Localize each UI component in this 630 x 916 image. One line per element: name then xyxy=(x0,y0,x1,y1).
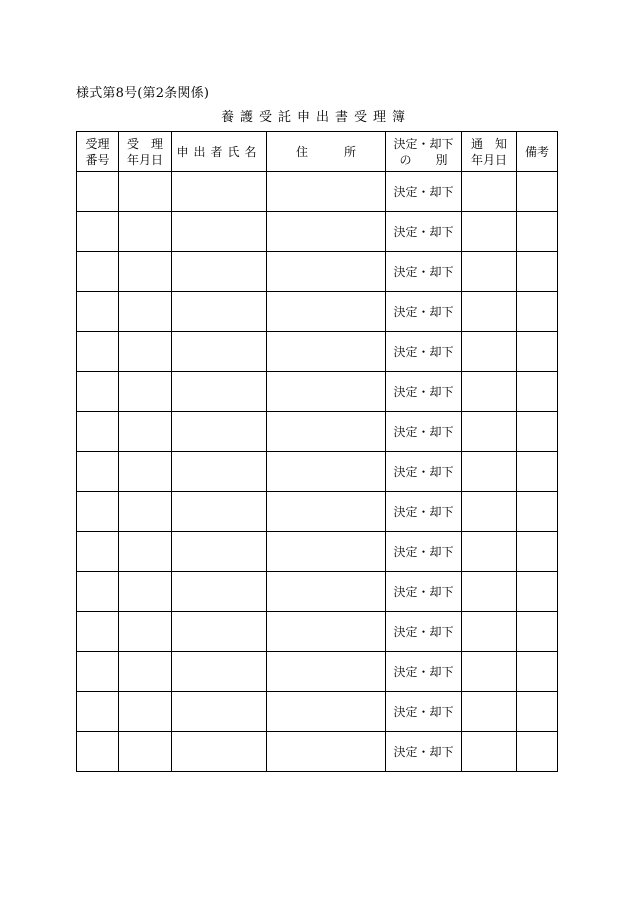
cell-decision xyxy=(386,412,462,452)
cell-remarks xyxy=(517,292,558,332)
decision-choice: 決定・却下 xyxy=(393,385,454,399)
cell-notice-date xyxy=(462,172,517,212)
cell-notice-date xyxy=(462,372,517,412)
cell-remarks xyxy=(517,412,558,452)
decision-choice: 決定・却下 xyxy=(393,625,454,639)
cell-receipt-no xyxy=(77,532,119,572)
cell-remarks xyxy=(517,212,558,252)
cell-receipt-date xyxy=(119,732,172,772)
decision-choice: 決定・却下 xyxy=(393,705,454,719)
header-notice-date-line2: 年月日 xyxy=(470,152,507,167)
cell-notice-date xyxy=(462,732,517,772)
register-body xyxy=(77,172,558,772)
cell-decision xyxy=(386,332,462,372)
cell-remarks xyxy=(517,452,558,492)
cell-receipt-no xyxy=(77,212,119,252)
decision-choice: 決定・却下 xyxy=(393,185,454,199)
cell-notice-date xyxy=(462,492,517,532)
table-row xyxy=(77,492,558,532)
table-row xyxy=(77,412,558,452)
cell-applicant-name xyxy=(172,452,267,492)
table-row xyxy=(77,212,558,252)
cell-receipt-no xyxy=(77,732,119,772)
decision-choice: 決定・却下 xyxy=(393,545,454,559)
cell-remarks xyxy=(517,372,558,412)
decision-choice: 決定・却下 xyxy=(393,425,454,439)
cell-receipt-date xyxy=(119,492,172,532)
cell-applicant-name xyxy=(172,372,267,412)
cell-decision xyxy=(386,372,462,412)
cell-receipt-no xyxy=(77,292,119,332)
cell-remarks xyxy=(517,612,558,652)
header-decision-line1: 決定・却下 xyxy=(393,136,454,151)
cell-receipt-date xyxy=(119,572,172,612)
cell-remarks xyxy=(517,692,558,732)
cell-address xyxy=(267,412,386,452)
cell-decision xyxy=(386,452,462,492)
decision-choice: 決定・却下 xyxy=(393,265,454,279)
table-row xyxy=(77,652,558,692)
cell-decision xyxy=(386,732,462,772)
cell-applicant-name xyxy=(172,412,267,452)
decision-choice: 決定・却下 xyxy=(393,665,454,679)
table-row xyxy=(77,532,558,572)
cell-applicant-name xyxy=(172,172,267,212)
header-address xyxy=(267,132,386,172)
decision-choice: 決定・却下 xyxy=(393,465,454,479)
cell-decision xyxy=(386,532,462,572)
table-row xyxy=(77,292,558,332)
cell-address xyxy=(267,692,386,732)
table-row xyxy=(77,172,558,212)
cell-decision xyxy=(386,692,462,732)
cell-applicant-name xyxy=(172,252,267,292)
cell-address xyxy=(267,252,386,292)
cell-notice-date xyxy=(462,212,517,252)
table-row xyxy=(77,252,558,292)
cell-applicant-name xyxy=(172,532,267,572)
header-remarks xyxy=(517,132,558,172)
register-table xyxy=(76,131,558,772)
cell-applicant-name xyxy=(172,292,267,332)
cell-receipt-no xyxy=(77,252,119,292)
cell-notice-date xyxy=(462,692,517,732)
cell-address xyxy=(267,452,386,492)
cell-remarks xyxy=(517,492,558,532)
cell-address xyxy=(267,652,386,692)
cell-address xyxy=(267,212,386,252)
cell-remarks xyxy=(517,252,558,292)
header-row xyxy=(77,132,558,172)
cell-address xyxy=(267,172,386,212)
header-remarks-label: 備考 xyxy=(524,144,549,159)
decision-choice: 決定・却下 xyxy=(393,585,454,599)
cell-address xyxy=(267,492,386,532)
cell-notice-date xyxy=(462,652,517,692)
cell-address xyxy=(267,372,386,412)
cell-address xyxy=(267,532,386,572)
decision-choice: 決定・却下 xyxy=(393,305,454,319)
cell-receipt-no xyxy=(77,492,119,532)
cell-receipt-date xyxy=(119,372,172,412)
document-title: 養護受託申出書受理簿 xyxy=(220,110,411,125)
cell-notice-date xyxy=(462,452,517,492)
header-applicant-name-label: 申出者氏名 xyxy=(176,144,262,159)
cell-applicant-name xyxy=(172,212,267,252)
cell-remarks xyxy=(517,652,558,692)
cell-decision xyxy=(386,292,462,332)
cell-address xyxy=(267,612,386,652)
header-receipt-no xyxy=(77,132,119,172)
cell-receipt-no xyxy=(77,172,119,212)
cell-applicant-name xyxy=(172,572,267,612)
cell-notice-date xyxy=(462,532,517,572)
cell-receipt-date xyxy=(119,292,172,332)
cell-receipt-date xyxy=(119,652,172,692)
decision-choice: 決定・却下 xyxy=(393,225,454,239)
cell-receipt-no xyxy=(77,332,119,372)
cell-receipt-no xyxy=(77,372,119,412)
cell-receipt-no xyxy=(77,452,119,492)
cell-remarks xyxy=(517,332,558,372)
decision-choice: 決定・却下 xyxy=(393,345,454,359)
decision-choice: 決定・却下 xyxy=(393,745,454,759)
table-row xyxy=(77,692,558,732)
table-row xyxy=(77,332,558,372)
cell-applicant-name xyxy=(172,732,267,772)
cell-receipt-date xyxy=(119,332,172,372)
cell-receipt-no xyxy=(77,572,119,612)
cell-address xyxy=(267,732,386,772)
cell-receipt-date xyxy=(119,412,172,452)
cell-receipt-date xyxy=(119,612,172,652)
table-row xyxy=(77,732,558,772)
cell-remarks xyxy=(517,572,558,612)
cell-receipt-date xyxy=(119,532,172,572)
table-row xyxy=(77,572,558,612)
cell-receipt-no xyxy=(77,612,119,652)
cell-receipt-no xyxy=(77,412,119,452)
cell-receipt-date xyxy=(119,212,172,252)
cell-decision xyxy=(386,212,462,252)
cell-notice-date xyxy=(462,292,517,332)
cell-remarks xyxy=(517,532,558,572)
cell-decision xyxy=(386,492,462,532)
decision-choice: 決定・却下 xyxy=(393,505,454,519)
cell-receipt-date xyxy=(119,452,172,492)
cell-applicant-name xyxy=(172,492,267,532)
cell-receipt-no xyxy=(77,692,119,732)
header-receipt-date-line2: 年月日 xyxy=(126,152,163,167)
cell-address xyxy=(267,572,386,612)
cell-notice-date xyxy=(462,412,517,452)
cell-receipt-no xyxy=(77,652,119,692)
header-notice-date xyxy=(462,132,517,172)
cell-decision xyxy=(386,172,462,212)
header-receipt-no-line1: 受理 xyxy=(85,136,110,151)
cell-address xyxy=(267,292,386,332)
cell-decision xyxy=(386,652,462,692)
header-receipt-date-line1: 受 理 xyxy=(126,136,163,151)
header-decision xyxy=(386,132,462,172)
cell-receipt-date xyxy=(119,692,172,732)
header-notice-date-line1: 通 知 xyxy=(470,136,507,151)
header-address-label: 住 所 xyxy=(295,144,356,159)
table-row xyxy=(77,372,558,412)
cell-notice-date xyxy=(462,572,517,612)
header-receipt-date xyxy=(119,132,172,172)
cell-applicant-name xyxy=(172,332,267,372)
cell-decision xyxy=(386,252,462,292)
cell-remarks xyxy=(517,172,558,212)
header-applicant-name xyxy=(172,132,267,172)
table-row xyxy=(77,612,558,652)
cell-notice-date xyxy=(462,332,517,372)
cell-applicant-name xyxy=(172,652,267,692)
cell-notice-date xyxy=(462,252,517,292)
table-row xyxy=(77,452,558,492)
cell-remarks xyxy=(517,732,558,772)
cell-receipt-date xyxy=(119,252,172,292)
header-decision-line2: の 別 xyxy=(399,152,448,167)
cell-receipt-date xyxy=(119,172,172,212)
cell-decision xyxy=(386,572,462,612)
form-number: 様式第8号(第2条関係) xyxy=(76,86,210,101)
cell-applicant-name xyxy=(172,612,267,652)
cell-applicant-name xyxy=(172,692,267,732)
cell-address xyxy=(267,332,386,372)
header-receipt-no-line2: 番号 xyxy=(85,152,110,167)
cell-notice-date xyxy=(462,612,517,652)
cell-decision xyxy=(386,612,462,652)
